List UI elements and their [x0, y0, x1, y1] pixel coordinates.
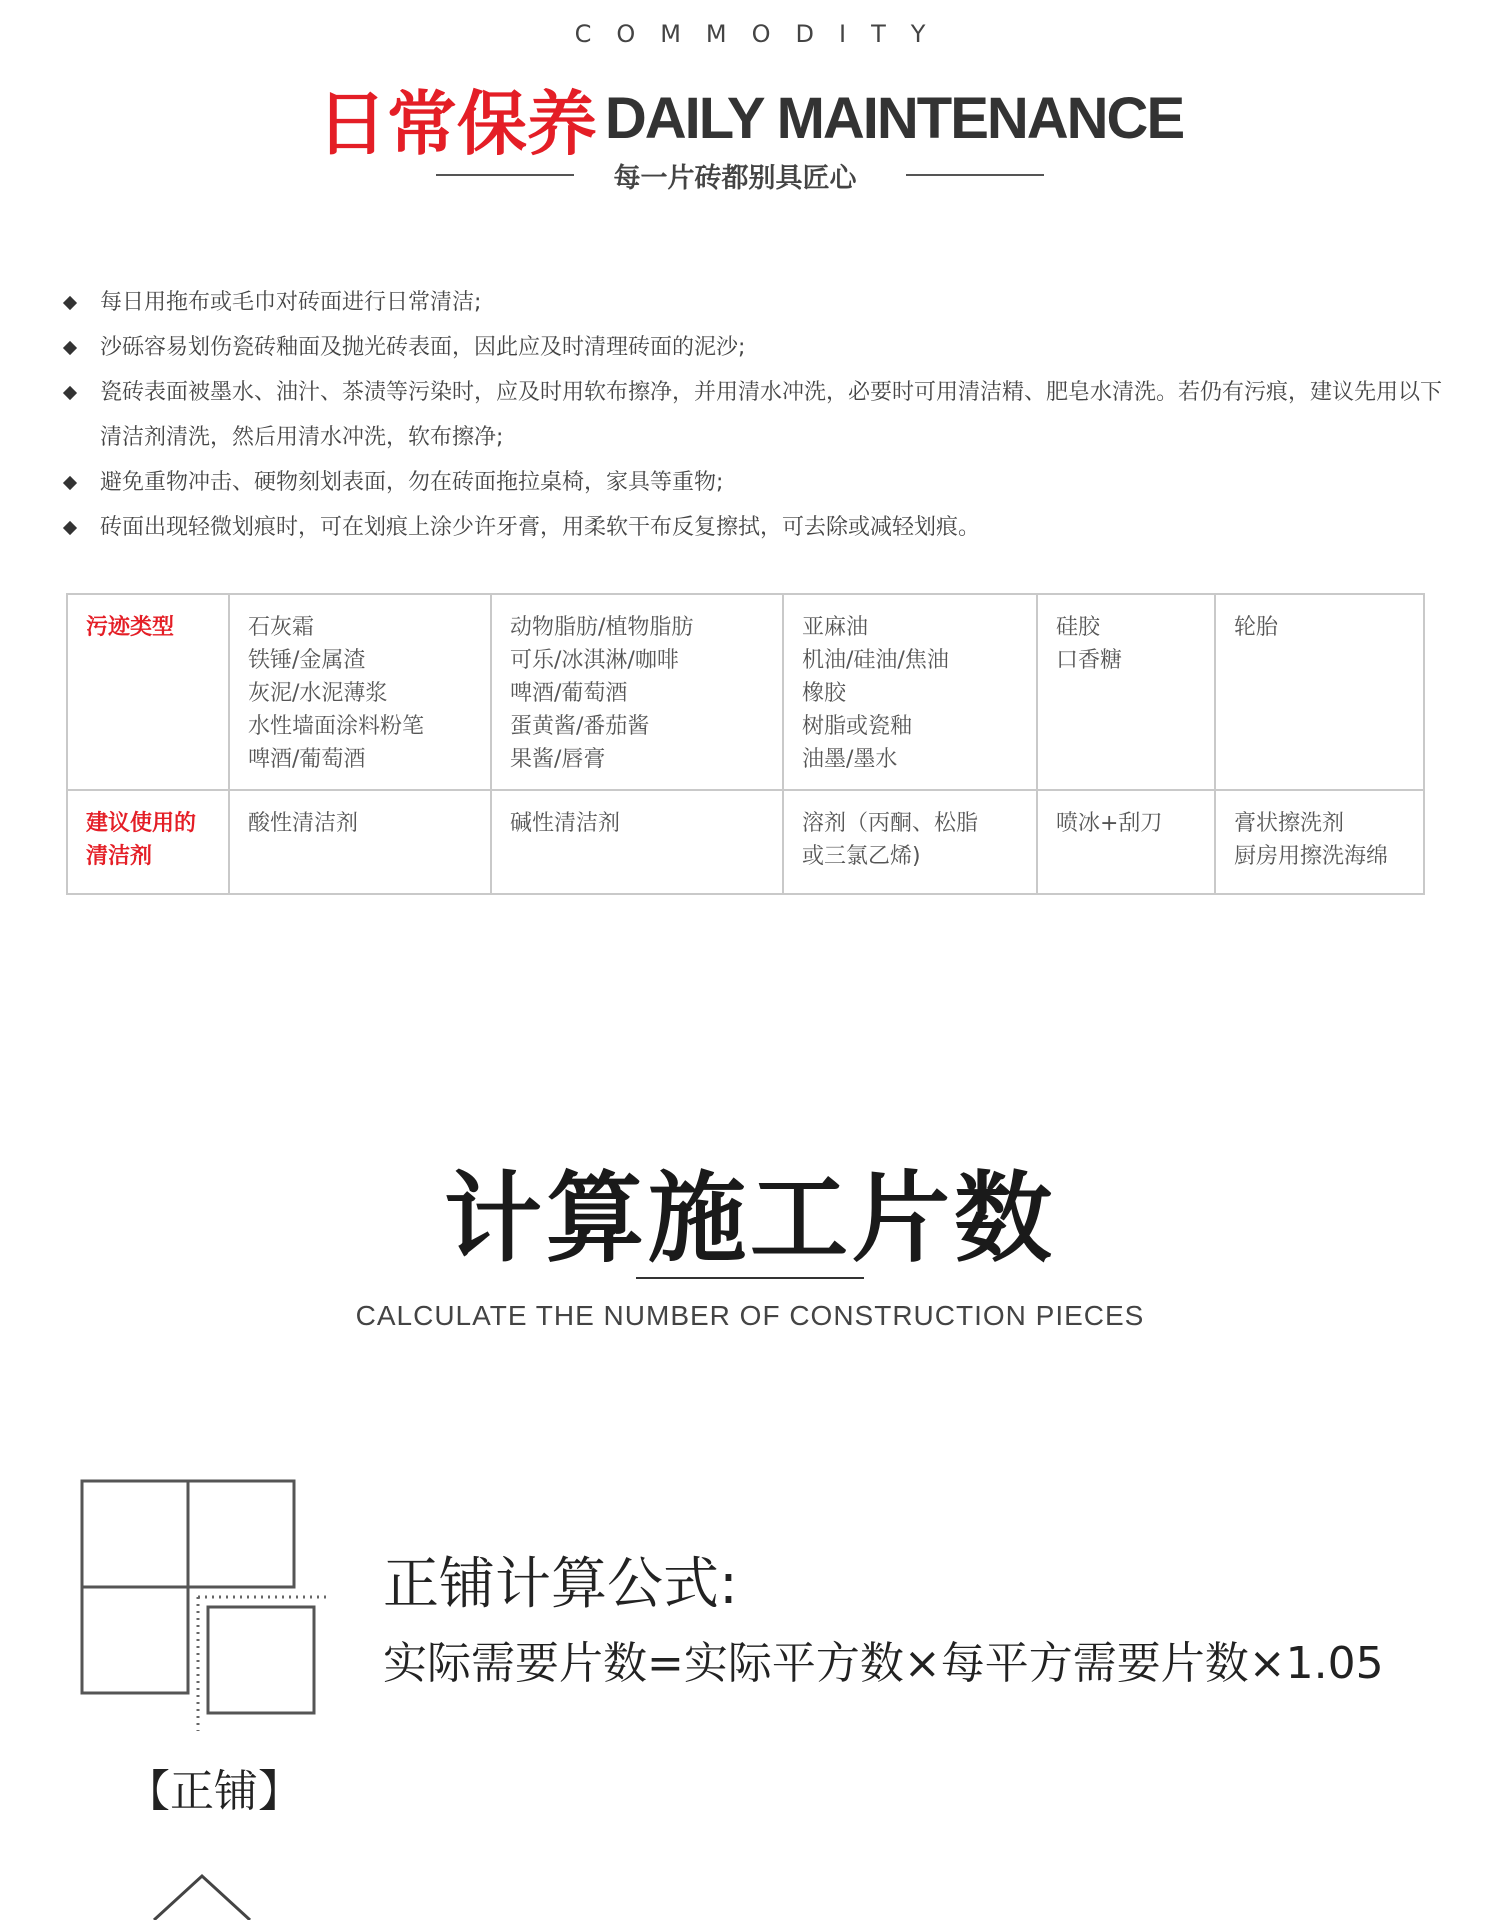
diagonal-tile-icon	[150, 1872, 260, 1920]
cleaner-cell: 溶剂（丙酮、松脂 或三氯乙烯)	[783, 790, 1037, 894]
stain-cell: 硅胶 口香糖	[1037, 594, 1215, 790]
formula-title: 正铺计算公式:	[383, 1552, 738, 1617]
commodity-label: COMMODITY	[574, 20, 951, 48]
stain-cell: 亚麻油 机油/硅油/焦油 橡胶 树脂或瓷釉 油墨/墨水	[783, 594, 1037, 790]
cleaner-cell: 酸性清洁剂	[229, 790, 491, 894]
subtitle-divider-left	[436, 174, 574, 176]
cleaner-cell: 喷冰+刮刀	[1037, 790, 1215, 894]
table-row-stain-types	[67, 594, 1424, 790]
table-row-cleaners	[67, 790, 1424, 894]
section-title-underline	[636, 1277, 864, 1279]
formula-text: 实际需要片数=实际平方数×每平方需要片数×1.05	[383, 1638, 1384, 1689]
diamond-bullet-icon	[63, 521, 77, 535]
stain-cell: 石灰霜 铁锤/金属渣 灰泥/水泥薄浆 水性墙面涂料粉笔 啤酒/葡萄酒	[229, 594, 491, 790]
title-en: DAILY MAINTENANCE	[604, 86, 1184, 151]
cleaner-cell: 碱性清洁剂	[491, 790, 783, 894]
diamond-bullet-icon	[63, 476, 77, 490]
diamond-bullet-icon	[63, 296, 77, 310]
subtitle-row	[0, 156, 1500, 196]
tile-label: 【正铺】	[126, 1766, 302, 1817]
tip-item: 避免重物冲击、硬物刻划表面，勿在砖面拖拉桌椅，家具等重物;	[62, 460, 1442, 505]
subtitle: 每一片砖都别具匠心	[613, 163, 857, 194]
stain-cell: 轮胎	[1215, 594, 1424, 790]
diamond-bullet-icon	[63, 386, 77, 400]
section-title-calculate: 计算施工片数	[443, 1162, 1056, 1276]
stain-cleaner-table	[66, 593, 1425, 895]
maintenance-tips	[62, 280, 1442, 550]
row-header-stain-type: 污迹类型	[67, 594, 229, 790]
page-title	[0, 68, 1500, 169]
subtitle-divider-right	[906, 174, 1044, 176]
tip-item: 瓷砖表面被墨水、油汁、茶渍等污染时，应及时用软布擦净，并用清水冲洗，必要时可用清洁精、肥皂水清洗。若仍有污痕，建议先用以下清洁剂清洗，然后用清水冲洗，软布擦净;	[62, 370, 1442, 460]
diamond-bullet-icon	[63, 341, 77, 355]
title-cn: 日常保养	[316, 83, 597, 165]
row-header-cleaner: 建议使用的 清洁剂	[67, 790, 229, 894]
tip-item: 沙砾容易划伤瓷砖釉面及抛光砖表面，因此应及时清理砖面的泥沙;	[62, 325, 1442, 370]
tip-item: 砖面出现轻微划痕时，可在划痕上涂少许牙膏，用柔软干布反复擦拭，可去除或减轻划痕。	[62, 505, 1442, 550]
stain-cell: 动物脂肪/植物脂肪 可乐/冰淇淋/咖啡 啤酒/葡萄酒 蛋黄酱/番茄酱 果酱/唇膏	[491, 594, 783, 790]
section-subtitle-en: CALCULATE THE NUMBER OF CONSTRUCTION PIECES	[355, 1300, 1145, 1331]
tip-item: 每日用拖布或毛巾对砖面进行日常清洁;	[62, 280, 1442, 325]
cleaner-cell: 膏状擦洗剂 厨房用擦洗海绵	[1215, 790, 1424, 894]
straight-tile-icon	[76, 1475, 336, 1735]
